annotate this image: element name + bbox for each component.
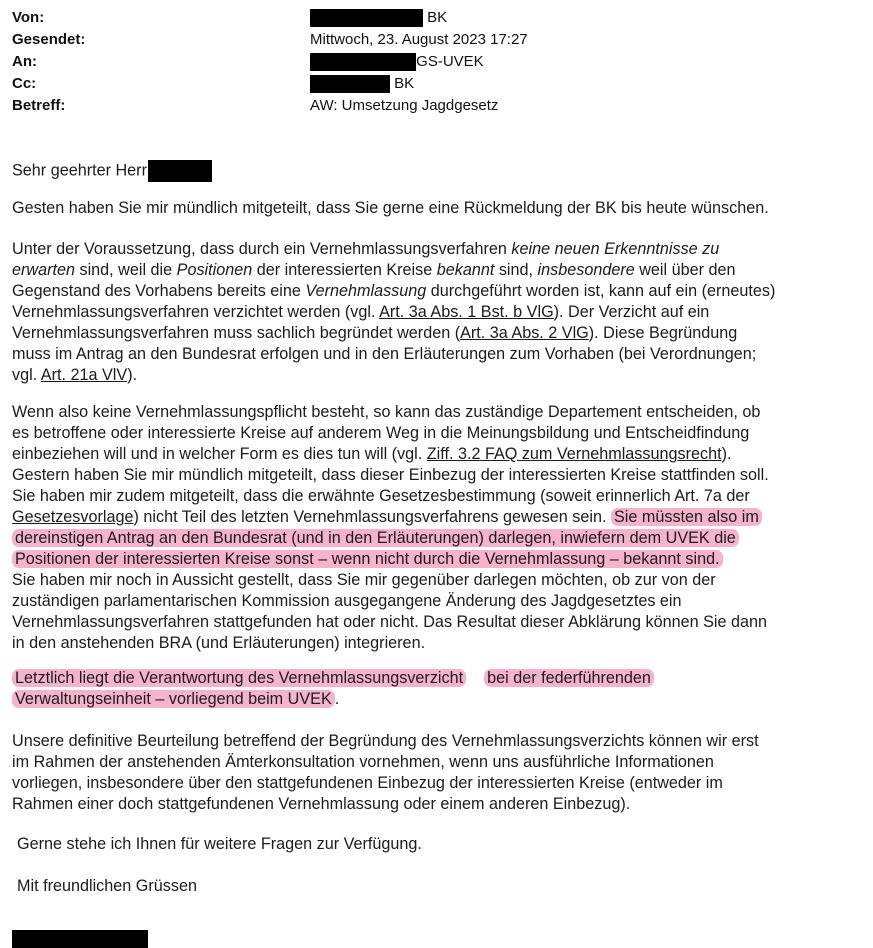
paragraph-2: Unter der Voraussetzung, dass durch ein Vernehmlassungsverfahren keine neuen Erkenntnisse zu erwarten sind, weil die Positionen der interessierten Kreise bekannt sind, insbesondere weil über den Gegenstand des Vorhabens bereits eine Vernehmlassung durchgeführt worden ist, kann auf ein (erneutes) Vernehmlassungsverfahren verzichtet werden (vgl. Art. 3a Abs. 1 Bst. b VlG). Der Verzicht auf ein Vernehmlassungsverfahren muss sachlich begründet werden (Art. 3a Abs. 2 VlG). Diese Begründung muss im Antrag an den Bundesrat erfolgen und in den Erläuterungen zum Vorhaben (bei Verordnungen; vgl. Art. 21a VlV). (12, 240, 776, 384)
highlight-mark: dereinstigen Antrag an den Bundesrat (und in den Erläuterungen) darlegen, inwiefern dem UVEK die (12, 529, 739, 547)
link-art-3a-abs1[interactable]: Art. 3a Abs. 1 Bst. b VlG (379, 303, 554, 321)
highlight-mark: Sie müssten also im (611, 508, 762, 526)
paragraph-4: Letztlich liegt die Verantwortung des Vernehmlassungsverzicht bei der federführenden Verwaltungseinheit – vorliegend beim UVEK . (12, 668, 860, 710)
highlight-mark: Letztlich liegt die Verantwortung des Vernehmlassungsverzicht (12, 669, 466, 687)
from-text: BK (427, 9, 448, 26)
to-label: An: (12, 53, 37, 70)
greeting-text: Sehr geehrter Herr (12, 161, 147, 180)
sent-label: Gesendet: (12, 31, 86, 48)
paragraph-6: Gerne stehe ich Ihnen für weitere Fragen zur Verfügung. (17, 835, 422, 853)
redaction-box (310, 75, 390, 93)
paragraph-3: Wenn also keine Vernehmlassungspflicht besteht, so kann das zuständige Departement entscheiden, ob es betroffene oder interessierte Kreise auf anderem Weg in die Meinungsbildung und Entscheidfindung einbeziehen will und in welcher Form es dies tun will (vgl. Ziff. 3.2 FAQ zum Vernehmlassungsrecht). Gestern haben Sie mir mündlich mitgeteilt, dass dieser Einbezug der interessierten Kreise stattfinden soll. Sie haben mir zudem mitgeteilt, dass die erwähnte Gesetzesbestimmung (soweit erinnerlich Art. 7a der Gesetzesvorlage) nicht Teil des letzten Vernehmlassungsverfahrens gewesen sein. Sie müssten also im dereinstigen Antrag an den Bundesrat (und in den Erläuterungen) darlegen, inwiefern dem UVEK die Positionen der interessierten Kreise sonst – wenn nicht durch die Vernehmlassung – bekannt sind. Sie haben mir noch in Aussicht gestellt, dass Sie mir gegenüber darlegen möchten, ob zur von der zuständigen parlamentarischen Kommission ausgegangene Änderung des Jagdgesetztes ein Vernehmlassungsverfahren stattgefunden hat oder nicht. Das Resultat dieser Abklärung können Sie dann in den anstehenden BRA (und Erläuterungen) integrieren. (12, 403, 769, 652)
from-label: Von: (12, 9, 45, 26)
highlight-mark: bei der federführenden (484, 669, 654, 687)
paragraph-1: Gesten haben Sie mir mündlich mitgeteilt, dass Sie gerne eine Rückmeldung der BK bis heute wünschen. (12, 199, 769, 217)
link-gesetzesvorlage[interactable]: Gesetzesvorlage (12, 508, 134, 526)
greeting (12, 160, 860, 182)
closing: Mit freundlichen Grüssen (17, 877, 197, 895)
paragraph-5: Unsere definitive Beurteilung betreffend der Begründung des Vernehmlassungsverzichts können wir erst im Rahmen der anstehenden Ämterkonsultation vornehmen, wenn uns ausführliche Informationen vorliegen, insbesondere über den stattgefundenen Einbezug der interessierten Kreise (entweder im Rahmen einer doch stattgefundenen Vernehmlassung oder einem anderen Einbezug). (12, 732, 759, 813)
from-value (310, 9, 447, 27)
sent-value: Mittwoch, 23. August 2023 17:27 (310, 31, 528, 48)
link-art-3a-abs2[interactable]: Art. 3a Abs. 2 VlG (460, 324, 589, 342)
to-text: GS-UVEK (416, 53, 484, 70)
to-value (310, 53, 484, 71)
cc-text: BK (394, 75, 415, 92)
link-faq-vernehmlassungsrecht[interactable]: Ziff. 3.2 FAQ zum Vernehmlassungsrecht (426, 445, 722, 463)
highlight-mark: Verwaltungseinheit – vorliegend beim UVEK (12, 690, 335, 708)
redaction-box (310, 53, 416, 71)
subject-value: AW: Umsetzung Jagdgesetz (310, 97, 499, 114)
highlight-mark: Positionen der interessierten Kreise sonst – wenn nicht durch die Vernehmlassung – bekannt sind. (12, 550, 723, 568)
cc-label: Cc: (12, 75, 37, 92)
subject-label: Betreff: (12, 97, 66, 114)
redaction-box (148, 160, 212, 182)
link-art-21a-vlv[interactable]: Art. 21a VlV (40, 366, 128, 384)
cc-value (310, 75, 414, 93)
redaction-box (310, 9, 423, 27)
signature-redaction (12, 930, 148, 948)
